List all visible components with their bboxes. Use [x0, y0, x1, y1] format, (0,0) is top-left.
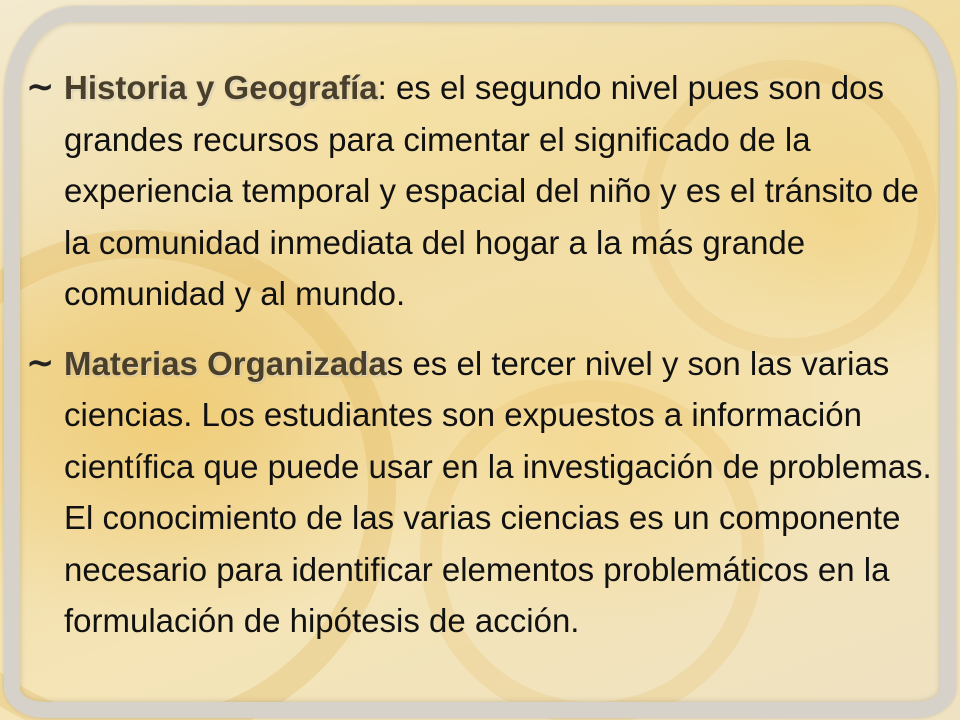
tilde-bullet-icon: ∼ [26, 68, 55, 106]
bullet-item-materias-organizadas [22, 338, 932, 647]
slide-content [22, 62, 932, 665]
bullet-term: Historia y Geografía [64, 69, 378, 106]
bullet-text: : es el segundo nivel pues son dos grandes recursos para cimentar el significado de la experiencia temporal y espacial del niño y es el tránsito de la comunidad inmediata del hogar a la más grande comunidad y al mundo. [64, 69, 919, 312]
bullet-text: s es el tercer nivel y son las varias ciencias. Los estudiantes son expuestos a información científica que puede usar en la investigación de problemas. El conocimiento de las varias ciencias es un componente necesario para identificar elementos problemáticos en la formulación de hipótesis de acción. [64, 344, 932, 639]
bullet-item-historia-geografia [22, 62, 932, 320]
bullet-term: Materias Organizada [64, 344, 387, 382]
tilde-bullet-icon: ∼ [26, 343, 55, 382]
